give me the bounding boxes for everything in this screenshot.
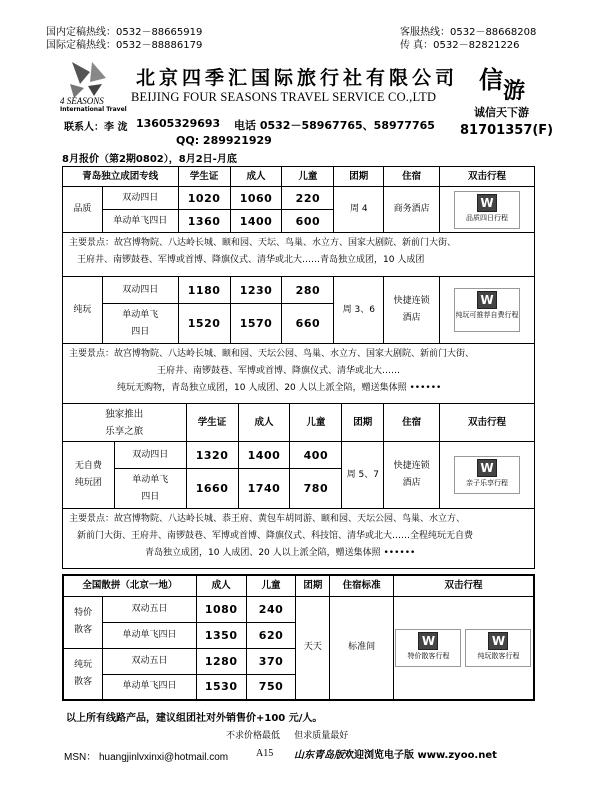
hotel-line: 快捷连锁	[393, 461, 430, 471]
header-hotel: 住宿	[384, 404, 440, 442]
period-value: 周 4	[334, 187, 384, 233]
route-name: 单动单飞四日	[103, 622, 196, 648]
page-number: A15	[256, 748, 274, 759]
period-value: 天天	[296, 596, 330, 700]
header-adult: 成人	[196, 575, 246, 596]
quote-title: 8月报价（第2期0802），8月2日-月底	[62, 154, 237, 165]
price-child: 240	[246, 596, 296, 622]
period-value: 周 3、6	[334, 277, 384, 344]
itinerary-link-quality[interactable]	[454, 191, 520, 229]
international-hotline: 国际定稿热线：0532－88886179	[46, 40, 203, 51]
note-quality	[62, 233, 535, 277]
route-name	[102, 304, 178, 344]
group-line: 无自费	[74, 461, 102, 471]
company-name-cn: 北京四季汇国际旅行社有限公司	[136, 67, 459, 89]
route-name: 双动四日	[102, 277, 178, 304]
route-name: 单动单飞四日	[102, 210, 178, 233]
header-itinerary: 双击行程	[393, 575, 534, 596]
price-student: 1180	[178, 277, 230, 304]
header-period: 团期	[334, 167, 384, 187]
header-child: 儿童	[282, 167, 334, 187]
group-label	[63, 648, 103, 700]
price-adult: 1060	[230, 187, 282, 210]
header-line: 乐享之旅	[105, 425, 144, 437]
banner-prefix: 山东青岛版	[294, 750, 344, 761]
footer-banner	[294, 746, 497, 761]
note-line: 主要景点：故宫博物院、八达岭长城、恭王府、黄包车胡同游、颐和园、天坛公园、鸟巢、水立方、	[69, 514, 466, 524]
period-value: 周 5、7	[342, 442, 384, 509]
route-name: 单动单飞四日	[103, 674, 196, 700]
price-adult: 1350	[196, 622, 246, 648]
hotel-line: 酒店	[402, 478, 421, 488]
note-line: 王府井、南锣鼓巷、军博或首博、降旗仪式、清华或北大……	[157, 366, 401, 376]
route-name: 双动四日	[114, 442, 186, 469]
route-line: 单动单飞	[132, 474, 169, 485]
price-child: 780	[290, 469, 342, 509]
table-enjoy	[62, 403, 535, 509]
note-line: 纯玩无购物，青岛独立成团，10 人成团、20 人以上派全陪，赠送集体照 ••••••	[117, 383, 442, 393]
seal-char-1: 信	[479, 65, 503, 94]
table-pure	[62, 276, 535, 344]
header-itinerary: 双击行程	[440, 404, 535, 442]
price-child: 620	[246, 622, 296, 648]
price-child: 600	[282, 210, 334, 233]
price-adult: 1080	[196, 596, 246, 622]
route-line: 四日	[141, 491, 160, 502]
price-student: 1660	[186, 469, 238, 509]
table-row	[63, 277, 535, 304]
route-name: 双动五日	[103, 648, 196, 674]
logo-subtext: International Travel	[60, 106, 127, 113]
domestic-hotline: 国内定稿热线：0532－88665919	[46, 27, 203, 38]
itinerary-link-pure-individual[interactable]	[465, 629, 531, 667]
table-quality	[62, 166, 535, 233]
banner-suffix: 欢迎浏览电子版 www.zyoo.net	[344, 750, 497, 761]
route-name	[114, 469, 186, 509]
logo-text: 4 SEASONS	[60, 96, 104, 106]
itinerary-link-label: 纯玩可推荐自费行程	[455, 311, 519, 319]
itinerary-link-label: 品质四日行程	[466, 213, 509, 222]
price-student: 1520	[178, 304, 230, 344]
group-line: 散客	[74, 625, 93, 635]
itinerary-link-label: 亲子乐享行程	[466, 479, 509, 487]
note-line: 主要景点：故宫博物院、八达岭长城、颐和园、天坛公园、鸟巢、水立方、国家大剧院、新前门大街、	[69, 349, 475, 359]
itinerary-link-budget[interactable]	[395, 629, 461, 667]
note-pure	[62, 344, 535, 404]
group-line: 纯玩	[74, 659, 93, 670]
header-route: 全国散拼（北京一地）	[63, 575, 196, 596]
route-name: 双动五日	[103, 596, 196, 622]
price-child: 400	[290, 442, 342, 469]
table-national	[62, 574, 535, 701]
hotel-line: 快捷连锁	[393, 296, 430, 306]
price-child: 280	[282, 277, 334, 304]
itinerary-link-label: 特价散客行程	[407, 651, 450, 660]
word-doc-icon: W	[477, 291, 497, 309]
contact-mobile: 13605329693	[136, 117, 221, 130]
group-label	[63, 596, 103, 648]
itinerary-cell	[440, 277, 535, 344]
footer-msn: MSN： huangjinlvxinxi@hotmail.com	[64, 752, 229, 763]
price-student: 1360	[178, 210, 230, 233]
header-child: 儿童	[290, 404, 342, 442]
footer-slogan: 不求价格最低 但求质量最好	[226, 731, 349, 741]
itinerary-link-pure[interactable]	[454, 288, 520, 332]
note-enjoy	[62, 509, 535, 569]
hotel-value: 商务酒店	[384, 187, 440, 233]
header-student: 学生证	[178, 167, 230, 187]
header-line: 独家推出	[105, 408, 144, 420]
price-student: 1320	[186, 442, 238, 469]
header-hotel: 住宿	[384, 167, 440, 187]
group-label: 纯玩	[63, 277, 103, 344]
word-doc-icon: W	[477, 459, 497, 477]
header-period: 团期	[296, 575, 330, 596]
hotel-value	[384, 277, 440, 344]
footer-note: 以上所有线路产品，建议组团社对外销售价+100 元/人。	[66, 713, 323, 724]
company-name-en: BEIJING FOUR SEASONS TRAVEL SERVICE CO.,LTD	[131, 90, 437, 104]
itinerary-cell	[440, 187, 535, 233]
word-doc-icon: W	[418, 632, 438, 650]
note-line: 新前门大街、王府井、南锣鼓巷、军博或首博、降旗仪式、科技馆、清华或北大……全程纯玩无自费	[77, 531, 474, 541]
header-student: 学生证	[186, 404, 238, 442]
calligraphy-seal	[475, 58, 537, 104]
fax-number: 传 真：0532－82821226	[400, 40, 520, 51]
group-line: 特价	[74, 608, 93, 618]
header-adult: 成人	[238, 404, 290, 442]
itinerary-cell	[393, 596, 534, 700]
note-line: 王府井、南锣鼓巷、军博或首博、降旗仪式、清华或北大……青岛独立成团，10 人成团	[77, 255, 425, 265]
contact-phone: 电话 0532－58967765、58977765	[234, 119, 435, 132]
hotel-value	[384, 442, 440, 509]
price-child: 750	[246, 674, 296, 700]
price-child: 660	[282, 304, 334, 344]
price-child: 370	[246, 648, 296, 674]
group-label	[63, 442, 115, 509]
price-adult: 1400	[230, 210, 282, 233]
table-row	[63, 187, 535, 210]
route-name: 双动四日	[102, 187, 178, 210]
seal-char-2: 游	[503, 78, 526, 104]
table-row	[63, 442, 535, 469]
header-route: 青岛独立成团专线	[63, 167, 179, 187]
group-line: 纯玩团	[74, 478, 102, 488]
price-adult: 1230	[230, 277, 282, 304]
word-doc-icon: W	[477, 194, 497, 212]
price-adult: 1570	[230, 304, 282, 344]
header-itinerary: 双击行程	[440, 167, 535, 187]
header-child: 儿童	[246, 575, 296, 596]
header-adult: 成人	[230, 167, 282, 187]
note-line: 主要景点：故宫博物院、八达岭长城、颐和园、天坛、鸟巢、水立方、国家大剧院、新前门大街、	[69, 238, 457, 248]
hotel-line: 酒店	[402, 313, 421, 323]
price-adult: 1740	[238, 469, 290, 509]
group-line: 散客	[74, 676, 93, 687]
group-label: 品质	[63, 187, 103, 233]
route-line: 四日	[131, 326, 150, 337]
price-adult: 1400	[238, 442, 290, 469]
itinerary-link-label: 纯玩散客行程	[477, 651, 520, 660]
price-adult: 1530	[196, 674, 246, 700]
service-hotline: 客服热线：0532－88668208	[400, 27, 537, 38]
table-row	[63, 596, 534, 622]
itinerary-cell	[440, 442, 535, 509]
itinerary-link-enjoy[interactable]	[454, 456, 520, 494]
contact-person: 联系人：李 泷	[64, 122, 128, 133]
contact-qq: QQ: 289921929	[176, 134, 272, 147]
header-enjoy	[63, 404, 187, 442]
contact-code: 81701357(F)	[460, 123, 554, 138]
seal-slogan: 诚信天下游	[474, 106, 529, 119]
route-line: 单动单飞	[122, 309, 159, 320]
note-line: 青岛独立成团，10 人成团、20 人以上派全陪，赠送集体照 ••••••	[145, 548, 416, 558]
hotel-value: 标准间	[330, 596, 394, 700]
word-doc-icon: W	[488, 632, 508, 650]
price-adult: 1280	[196, 648, 246, 674]
price-student: 1020	[178, 187, 230, 210]
price-child: 220	[282, 187, 334, 210]
header-hotel: 住宿标准	[330, 575, 394, 596]
header-period: 团期	[342, 404, 384, 442]
